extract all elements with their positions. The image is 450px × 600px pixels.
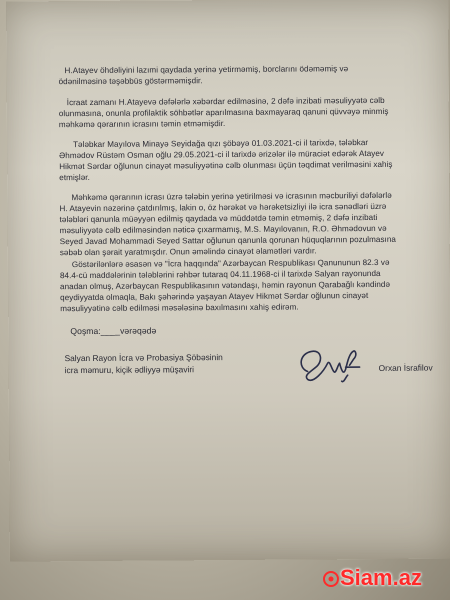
doc-line: H.Atayev öhdəliyini lazımi qaydada yerinə yetirməmiş, borclarını ödəməmiş və <box>64 64 349 76</box>
watermark-brand: Siam <box>340 565 393 590</box>
attachment-line: Qoşma:____vərəqədə <box>70 325 157 337</box>
doc-line: ödənilməsinə təşəbbüs göstərməmişdir. <box>58 76 203 87</box>
doc-line: Məhkəmə qərarının icrası üzrə tələbin yerinə yetirilməsi və icrasının məcburiliyi dəfələrlə <box>71 190 392 203</box>
handwritten-signature <box>293 341 363 389</box>
signer-name: Orxan İsrafilov <box>378 362 433 373</box>
doc-line: səbəb olan şərait yaratmışdır. Onun əməlində cinayət əlamətləri vardır. <box>59 246 317 258</box>
doc-line: İcraat zamanı H.Atayevə dəfələrlə xəbərdar edilməsinə, 2 dəfə inzibati məsuliyyətə cəlb <box>66 95 385 108</box>
doc-line: Göstərilənlərə əsasən və "İcra haqqında" Azərbaycan Respublikası Qanununun 82.3 və <box>71 257 390 270</box>
signer-title-line: icra məmuru, kiçik ədliyyə müşaviri <box>64 364 195 376</box>
doc-line: məsuliyyətə cəlb edilməsindən nəticə çıxarmamış, M.S. Mayılovanın, R.O. Əhmədovun və <box>59 223 387 236</box>
watermark-text <box>340 565 422 591</box>
doc-line: məhkəmə qərarının icrasını təmin etməmişdir. <box>58 119 226 130</box>
signer-org-line: Salyan Rayon İcra və Probasiya Şöbəsinin <box>64 352 223 364</box>
doc-line: tələbləri qanunla müəyyən edilmiş qaydada və müddətdə təmin etməmiş, 2 dəfə inzibati <box>59 212 378 225</box>
doc-line: H. Atayevin nəzərinə çatdırılmış, lakin o, öz hərəkət və hərəketsizliyi ilə icra sənədləri üzrə <box>59 201 387 214</box>
doc-line: Tələbkar Mayılova Minayə Seyidağa qızı şöbəyə 01.03.2021-ci il tarixdə, tələbkar <box>73 138 369 150</box>
watermark-tld: .az <box>392 565 422 590</box>
doc-line: olunmasına, onunla profilaktik söhbətlər aparılmasına baxmayaraq qanuni qüvvəyə minmiş <box>58 106 389 119</box>
doc-line: Seyed Javad Mohammadi Seyed Sattar oğlunun qanunla qorunan hüquqlarının pozulmasına <box>59 234 396 247</box>
doc-line: Hikmət Sərdar oğlunun cinayət məsuliyyətinə cəlb olunması üçün təqdimat verilməsini xahiş <box>59 159 393 172</box>
watermark-logo-icon <box>322 570 340 588</box>
doc-line: anadan olmuş, Azərbaycan Respublikasının vətəndaşı, həmin rayonun Qarabağlı kəndində <box>60 279 391 292</box>
doc-line: Əhmədov Rüstəm Osman oğlu 29.05.2021-ci il tarixdə ərizələr ilə müraciət edərək Atayev <box>59 148 385 161</box>
doc-line: qeydiyyatda olmaqla, Bakı şəhərində yaşayan Atayev Hikmət Sərdar oğlunun cinayət <box>60 291 369 303</box>
doc-line: 84.4-cü maddələrinin tələblərini rəhbər tutaraq 04.11.1968-ci il tarixdə Salyan rayonunda <box>59 268 381 281</box>
doc-line: etmişlər. <box>59 172 90 183</box>
doc-line: məsuliyyətinə cəlb edilməsi məsələsinə baxılmasını xahiş edirəm. <box>60 302 299 314</box>
document-page <box>6 0 450 562</box>
